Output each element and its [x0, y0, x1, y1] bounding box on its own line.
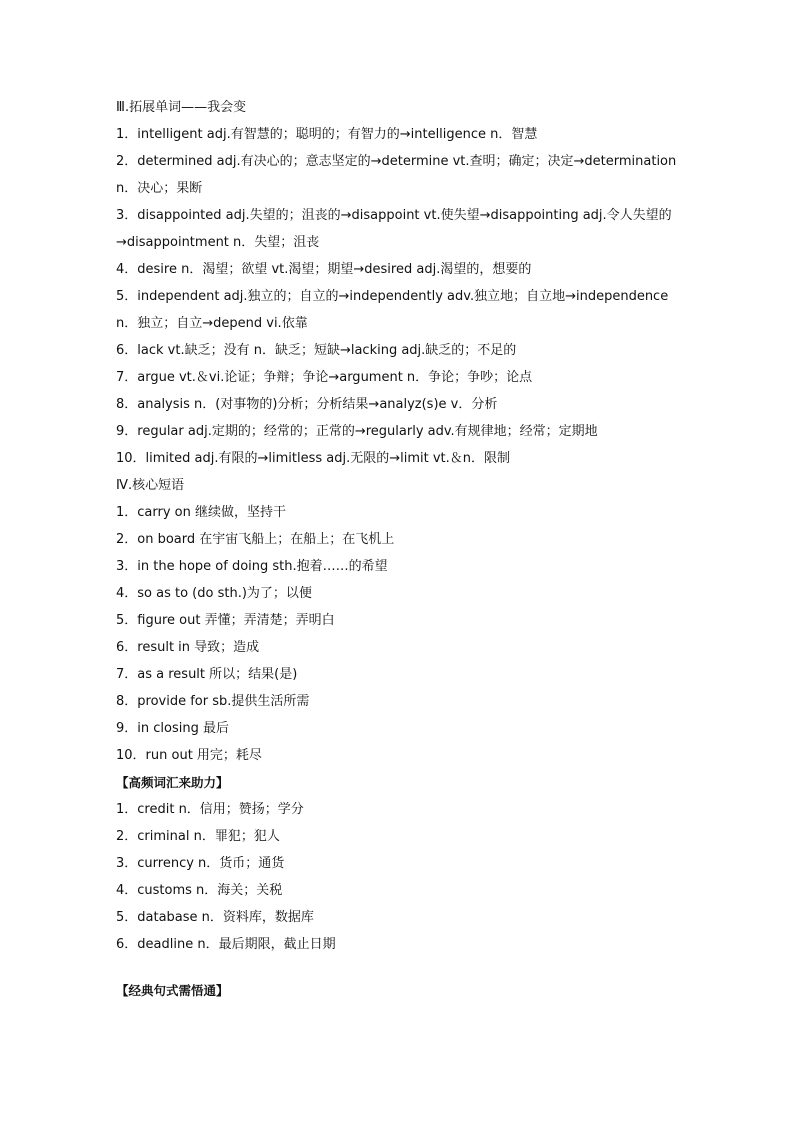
word-item: 6．lack vt.缺乏；没有 n．缺乏；短缺→lacking adj.缺乏的；不足的	[116, 343, 517, 358]
phrase-item: 8．provide for sb.提供生活所需	[116, 694, 310, 709]
word-item: 8．analysis n．(对事物的)分析；分析结果→analyz(s)e v．分析	[116, 397, 498, 412]
phrase-item: 3．in the hope of doing sth.抱着……的希望	[116, 559, 388, 574]
vocab-item: 1．credit n．信用；赞扬；学分	[116, 802, 304, 817]
word-item: 9．regular adj.定期的；经常的；正常的→regularly adv.有规律地；经常；定期地	[116, 424, 598, 439]
phrase-item: 7．as a result 所以；结果(是)	[116, 667, 298, 682]
phrase-item: 1．carry on 继续做，坚持干	[116, 505, 286, 520]
phrase-item: 5．figure out 弄懂；弄清楚；弄明白	[116, 613, 335, 628]
section-heading-classic-sentences: 【经典句式需悟通】	[116, 983, 229, 998]
vocab-item: 5．database n．资料库，数据库	[116, 910, 314, 925]
phrase-item: 6．result in 导致；造成	[116, 640, 260, 655]
phrase-item: 4．so as to (do sth.)为了；以便	[116, 586, 312, 601]
section-heading-core-phrases: Ⅳ.核心短语	[116, 478, 185, 493]
document-content	[116, 94, 681, 1004]
word-item: 3．disappointed adj.失望的；沮丧的→disappoint vt.使失望→disappointing adj.令人失望的→disappointment n．失望；沮丧	[116, 208, 672, 250]
phrase-item: 10．run out 用完；耗尽	[116, 748, 262, 763]
word-item: 1．intelligent adj.有智慧的；聪明的；有智力的→intelligence n．智慧	[116, 127, 538, 142]
section-spacer	[116, 958, 681, 977]
word-item: 10．limited adj.有限的→limitless adj.无限的→limit vt.＆n．限制	[116, 451, 511, 466]
section-heading-expand-words: Ⅲ.拓展单词——我会变	[116, 100, 247, 115]
vocab-item: 6．deadline n．最后期限，截止日期	[116, 937, 336, 952]
phrase-item: 9．in closing 最后	[116, 721, 229, 736]
word-item: 7．argue vt.＆vi.论证；争辩；争论→argument n．争论；争吵；论点	[116, 370, 533, 385]
vocab-item: 3．currency n．货币；通货	[116, 856, 285, 871]
vocab-item: 4．customs n．海关；关税	[116, 883, 283, 898]
word-item: 4．desire n．渴望；欲望 vt.渴望；期望→desired adj.渴望的，想要的	[116, 262, 532, 277]
section-heading-high-frequency-words: 【高频词汇来助力】	[116, 775, 229, 790]
phrase-item: 2．on board 在宇宙飞船上；在船上；在飞机上	[116, 532, 395, 547]
word-item: 5．independent adj.独立的；自立的→independently adv.独立地；自立地→independence n．独立；自立→depend vi.依靠	[116, 289, 669, 331]
word-item: 2．determined adj.有决心的；意志坚定的→determine vt.查明；确定；决定→determination n．决心；果断	[116, 154, 677, 196]
vocab-item: 2．criminal n．罪犯；犯人	[116, 829, 280, 844]
